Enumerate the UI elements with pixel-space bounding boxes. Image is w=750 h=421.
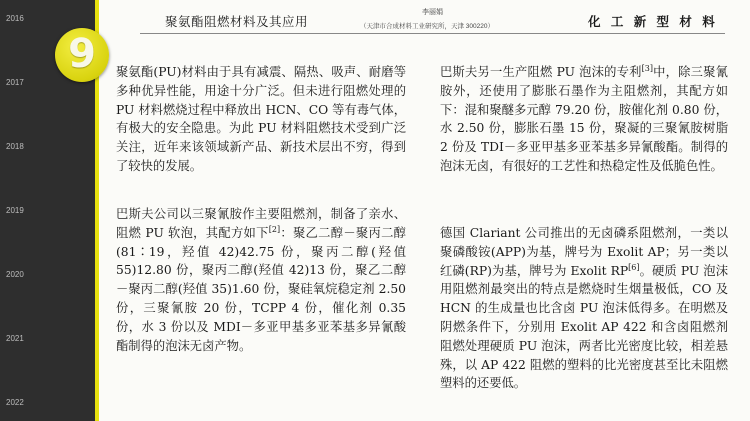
paragraph-text: ：聚乙二醇－聚丙二醇(81∶19，羟值 42)42.75 份，聚丙二醇(羟值 55)12.80 份，聚丙二醇(羟值 42)13 份，聚乙二醇－聚丙二醇(羟值 35)1.60 份，聚硅氧烷稳定剂 2.50 份，三聚氰胺 20 份，TCPP 4 份，催化剂 0.35 份，水 3 份以及 MDI－多亚甲基多亚苯基多异氰酸酯制得的泡沫无卤产物。	[116, 225, 406, 353]
article-title: 聚氨酯阻燃材料及其应用	[165, 14, 309, 29]
year-label[interactable]: 2018	[6, 142, 24, 151]
year-label[interactable]: 2020	[6, 270, 24, 279]
paragraph-clariant	[440, 224, 728, 393]
header-rule	[140, 33, 725, 34]
year-label[interactable]: 2022	[6, 398, 24, 407]
year-label[interactable]: 2016	[6, 14, 24, 23]
journal-name: 化 工 新 型 材 料	[588, 14, 718, 29]
slide-number-badge	[55, 28, 109, 82]
paragraph-text: 巴斯夫公司以三聚氰胺作主要阻燃剂，制备了亲水、阻燃 PU 软泡，其配方如下	[116, 207, 406, 240]
paragraph-text: 德国 Clariant 公司推出的无卤磷系阻燃剂，一类以聚磷酸铵(APP)为基，牌号为 Exolit AP；另一类以红磷(RP)为基，牌号为 Exolit RP	[440, 226, 728, 278]
slide-number: 9	[68, 31, 96, 77]
year-label[interactable]: 2021	[6, 334, 24, 343]
citation-ref: [6]	[628, 262, 640, 272]
author-affiliation: （天津市合成材料工业研究所，天津 300220）	[360, 23, 494, 30]
author-name: 李丽娟	[422, 9, 443, 16]
paragraph-intro: 聚氨酯(PU)材料由于具有减震、隔热、吸声、耐磨等多种优异性能，用途十分广泛。但未进行阻燃处理的 PU 材料燃烧过程中释放出 HCN、CO 等有毒气体，有极大的安全隐患。为此 PU 材料阻燃技术受到广泛关注，近年来该领域新产品、新技术层出不穷，得到了较快的发展。	[116, 65, 406, 173]
year-label[interactable]: 2017	[6, 78, 24, 87]
citation-ref: [3]	[641, 63, 653, 73]
year-label[interactable]: 2019	[6, 206, 24, 215]
paragraph-basf-softfoam	[116, 205, 406, 355]
paragraph-text: 中，除三聚氰胺外，还使用了膨胀石墨作为主阻燃剂，其配方如下：混和聚醚多元醇 79.20 份，胺催化剂 0.80 份，水 2.50 份，膨胀石墨 15 份，聚凝的三聚氰胺树脂 2 份及 TDI－多亚甲基多亚苯基多异氰酸酯。制得的泡沫无卤，有很好的工艺性和热稳定性及低脆色性。	[440, 65, 728, 173]
paragraph-text: 巴斯夫另一生产阻燃 PU 泡沫的专利	[440, 65, 642, 79]
paragraph-text: 。硬质 PU 泡沫用阻燃剂最突出的特点是燃烧时生烟量极低，CO 及 HCN 的生成量也比含卤 PU 泡沫低得多。在明燃及阴燃条件下，分别用 Exolit AP 422 和含卤阻燃剂阻燃处理硬质 PU 泡沫，两者比光密度比较，相差悬殊，以 AP 422 阻燃的塑料的比光密度甚至比未阻燃塑料的还要低。	[440, 263, 728, 391]
citation-ref: [2]	[268, 224, 281, 234]
paragraph-basf-patent	[440, 63, 728, 176]
